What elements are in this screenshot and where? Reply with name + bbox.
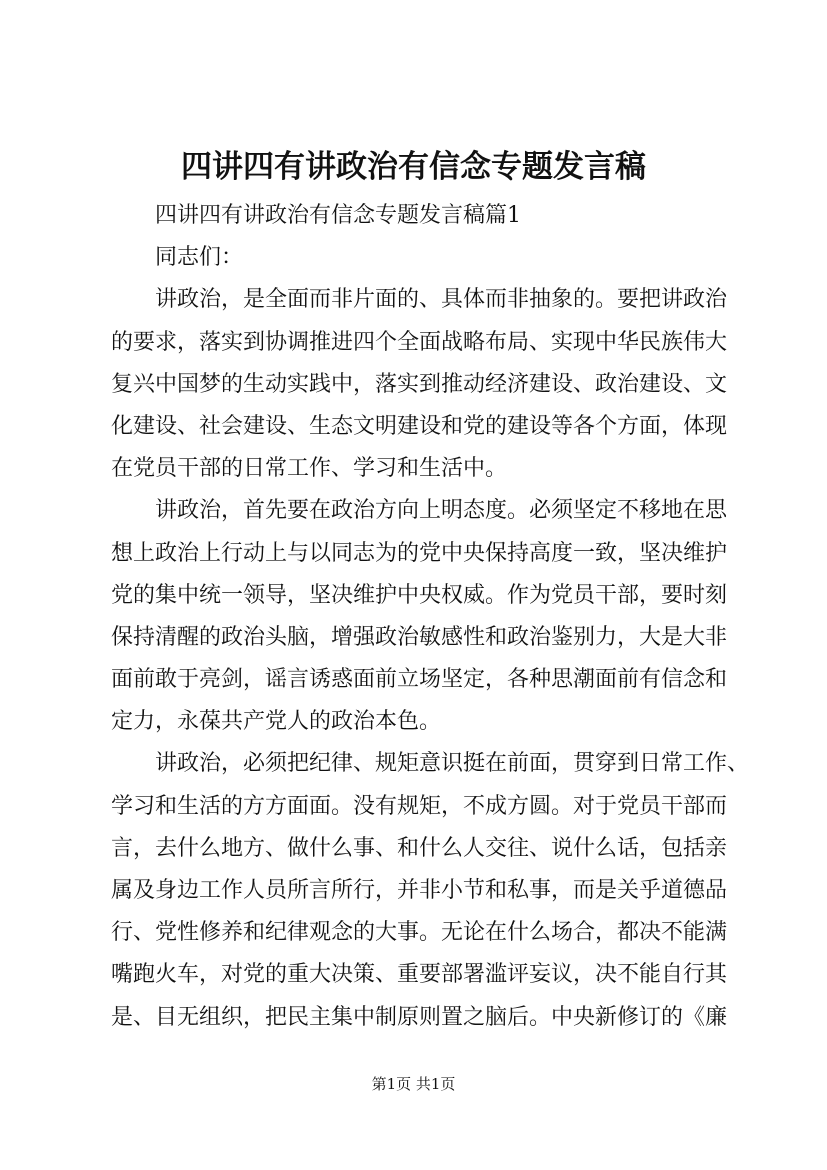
paragraph-line: 讲政治，首先要在政治方向上明态度。必须坚定不移地在思	[155, 498, 728, 524]
paragraph-line: 属及身边工作人员所言所行，并非小节和私事，而是关乎道德品	[111, 878, 728, 903]
paragraph-line: 嘴跑火车，对党的重大决策、重要部署滥评妄议，决不能自行其	[111, 962, 728, 988]
salutation: 同志们：	[155, 245, 244, 271]
document-subtitle: 四讲四有讲政治有信念专题发言稿篇1	[155, 203, 521, 228]
paragraph-line: 化建设、社会建设、生态文明建设和党的建设等各个方面，体现	[111, 413, 728, 439]
page-number: 第1页 共1页	[371, 1075, 456, 1093]
paragraph-line: 定力，永葆共产党人的政治本色。	[111, 709, 442, 735]
paragraph-line: 言，去什么地方、做什么事、和什么人交往、说什么话，包括亲	[111, 835, 728, 861]
paragraph-line: 行、党性修养和纪律观念的大事。无论在什么场合，都决不能满	[111, 920, 728, 946]
paragraph	[111, 743, 750, 1038]
paragraph-line: 党的集中统一领导，坚决维护中央权威。作为党员干部，要时刻	[111, 582, 728, 608]
paragraph-line: 保持清醒的政治头脑，增强政治敏感性和政治鉴别力，大是大非	[111, 624, 728, 650]
paragraph-line: 学习和生活的方方面面。没有规矩，不成方圆。对于党员干部而	[111, 793, 728, 819]
paragraph-line: 复兴中国梦的生动实践中，落实到推动经济建设、政治建设、文	[111, 371, 728, 397]
document-body	[111, 195, 750, 1039]
paragraph-line: 是、目无组织，把民主集中制原则置之脑后。中央新修订的《廉	[111, 1004, 728, 1030]
paragraph-line: 在党员干部的日常工作、学习和生活中。	[111, 456, 508, 482]
paragraph-line: 讲政治，是全面而非片面的、具体而非抽象的。要把讲政治	[155, 287, 728, 313]
paragraph-line: 的要求，落实到协调推进四个全面战略布局、实现中华民族伟大	[111, 329, 728, 355]
paragraph-line: 想上政治上行动上与以同志为的党中央保持高度一致，坚决维护	[111, 540, 728, 566]
paragraph-line: 讲政治，必须把纪律、规矩意识挺在前面，贯穿到日常工作、	[155, 751, 750, 777]
paragraph	[111, 279, 728, 490]
paragraph-line: 面前敢于亮剑，谣言诱惑面前立场坚定，各种思潮面前有信念和	[111, 667, 728, 693]
document-title: 四讲四有讲政治有信念专题发言稿	[181, 149, 646, 185]
paragraph	[111, 490, 728, 743]
